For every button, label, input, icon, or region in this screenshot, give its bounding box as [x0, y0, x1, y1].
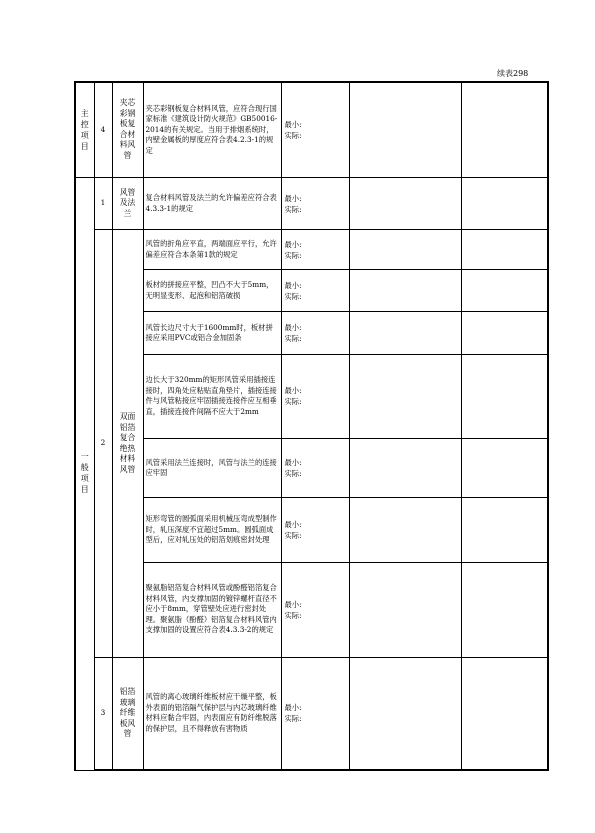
table-row — [75, 82, 548, 177]
row-number: 4 — [94, 82, 112, 177]
requirement-text: 风管的离心玻璃纤维板材应干燥平整，板外表面的铝箔隔气保护层与内芯玻璃纤维材料应黏合牢固，内表面应有防纤维脱落的保护层，且不得释放有害物质 — [143, 657, 281, 770]
table-row — [75, 562, 548, 657]
min-label: 最小: — [284, 386, 302, 396]
min-label: 最小: — [284, 599, 302, 609]
table-row — [75, 657, 548, 770]
measurement-cell — [281, 562, 349, 657]
row-number: 3 — [94, 657, 112, 770]
requirement-text: 夹芯彩钢板复合材料风管，应符合现行国家标准《建筑设计防火规范》GB50016-2014的有关规定。当用于排烟系统时，内壁金属板的厚度应符合表4.2.3-1的规定 — [143, 82, 281, 177]
measurement-cell — [281, 312, 349, 354]
actual-label: 实际: — [284, 250, 302, 260]
measurement-cell — [281, 270, 349, 312]
table-row — [75, 177, 548, 229]
actual-label: 实际: — [284, 469, 302, 479]
section-general: 一般项目 — [75, 177, 94, 770]
result-cell — [349, 230, 461, 270]
category-cell: 双面铝箔复合绝热材料风管 — [112, 230, 143, 658]
measurement-cell — [281, 657, 349, 770]
table-row — [75, 312, 548, 354]
remark-cell — [461, 177, 548, 229]
remark-cell — [461, 270, 548, 312]
table-row — [75, 439, 548, 498]
actual-label: 实际: — [284, 291, 302, 301]
actual-label: 实际: — [284, 130, 302, 140]
measurement-cell — [281, 439, 349, 498]
row-number: 2 — [94, 230, 112, 658]
remark-cell — [461, 312, 548, 354]
requirement-text: 风管长边尺寸大于1600mm时，板材拼接应采用PVC或铝合金加固条 — [143, 312, 281, 354]
result-cell — [349, 270, 461, 312]
requirement-text: 边长大于320mm的矩形风管采用插接连接时，四角处应粘贴直角垫片，插接连接件与风管粘接应牢固插接连接件应互相垂直，插接连接件间隔不应大于2mm — [143, 354, 281, 438]
table-row — [75, 498, 548, 562]
category-cell: 铝箔玻璃纤维板风管 — [112, 657, 143, 770]
table-row — [75, 270, 548, 312]
min-label: 最小: — [284, 519, 302, 529]
measurement-cell — [281, 82, 349, 177]
actual-label: 实际: — [284, 530, 302, 540]
requirement-text: 板材的拼接应平整，凹凸不大于5mm，无明显变形、起泡和铝箔破损 — [143, 270, 281, 312]
row-number: 1 — [94, 177, 112, 229]
min-label: 最小: — [284, 323, 302, 333]
actual-label: 实际: — [284, 714, 302, 724]
measurement-cell — [281, 354, 349, 438]
actual-label: 实际: — [284, 610, 302, 620]
continuation-label: 续表298 — [497, 69, 529, 78]
requirement-text: 复合材料风管及法兰的允许偏差应符合表4.3.3-1的规定 — [143, 177, 281, 229]
min-label: 最小: — [284, 458, 302, 468]
remark-cell — [461, 657, 548, 770]
requirement-text: 风管采用法兰连接时，风管与法兰的连接应牢固 — [143, 439, 281, 498]
result-cell — [349, 498, 461, 562]
result-cell — [349, 354, 461, 438]
requirement-text: 矩形弯管的圆弧面采用机械压弯成型制作时，轧压深度不宜超过5mm。圆弧面成型后，应对轧压处的铝箔划痕密封处理 — [143, 498, 281, 562]
result-cell — [349, 312, 461, 354]
min-label: 最小: — [284, 193, 302, 203]
min-label: 最小: — [284, 703, 302, 713]
requirement-text: 聚氨脂铝箔复合材料风管或酚醛铝箔复合材料风管，内支撑加固的镀锌螺杆直径不应小于8mm，穿管壁处应进行密封处理。聚氨脂（酚醛）铝箔复合材料风管内支撑加固的设置应符合表4.3.3-2的规定 — [143, 562, 281, 657]
table-row — [75, 230, 548, 270]
section-main-control: 主控项目 — [75, 82, 94, 177]
result-cell — [349, 657, 461, 770]
min-label: 最小: — [284, 239, 302, 249]
min-label: 最小: — [284, 119, 302, 129]
remark-cell — [461, 498, 548, 562]
measurement-cell — [281, 177, 349, 229]
remark-cell — [461, 82, 548, 177]
result-cell — [349, 562, 461, 657]
category-cell: 风管及法兰 — [112, 177, 143, 229]
result-cell — [349, 82, 461, 177]
remark-cell — [461, 439, 548, 498]
measurement-cell — [281, 230, 349, 270]
min-label: 最小: — [284, 280, 302, 290]
requirement-text: 风管的折角应平直，两端面应平行，允许偏差应符合本条第1款的规定 — [143, 230, 281, 270]
remark-cell — [461, 562, 548, 657]
result-cell — [349, 439, 461, 498]
result-cell — [349, 177, 461, 229]
category-cell: 夹芯彩钢板复合材料风管 — [112, 82, 143, 177]
actual-label: 实际: — [284, 204, 302, 214]
table-row — [75, 354, 548, 438]
remark-cell — [461, 354, 548, 438]
measurement-cell — [281, 498, 349, 562]
inspection-table — [74, 81, 549, 771]
actual-label: 实际: — [284, 334, 302, 344]
remark-cell — [461, 230, 548, 270]
actual-label: 实际: — [284, 397, 302, 407]
